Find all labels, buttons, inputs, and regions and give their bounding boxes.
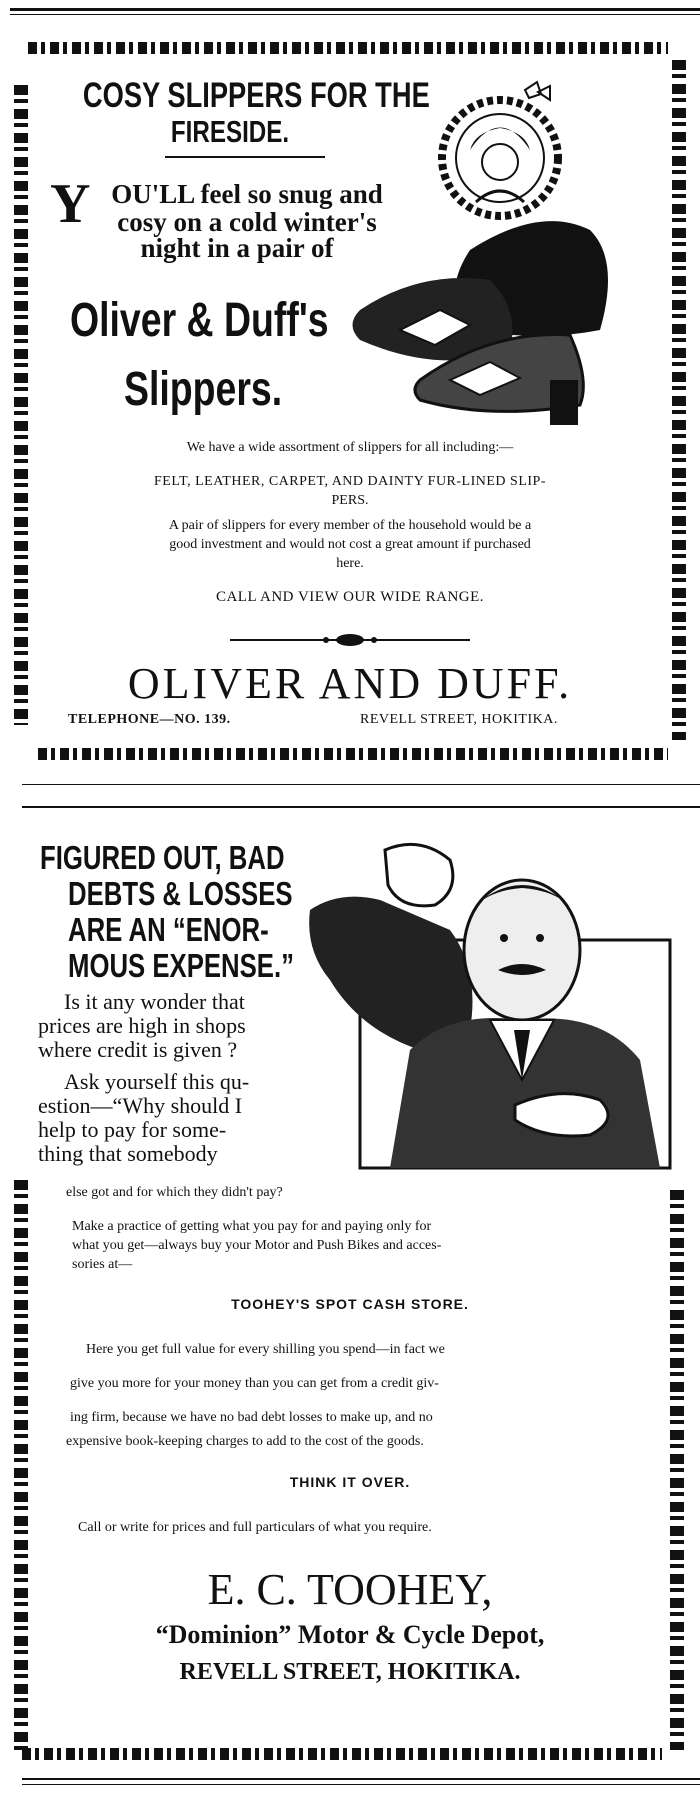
value-line3: ing firm, because we have no bad debt losses to make up, and no bbox=[70, 1410, 433, 1425]
headline-line1: FIGURED OUT, BAD bbox=[40, 839, 285, 876]
top-rule-thin bbox=[10, 14, 700, 15]
think-it-over: THINK IT OVER. bbox=[289, 1474, 411, 1490]
headline-line4: MOUS EXPENSE.” bbox=[68, 947, 294, 984]
border-right bbox=[670, 1190, 684, 1750]
headline-line2: FIRESIDE. bbox=[170, 114, 290, 149]
wreath-portrait-icon bbox=[442, 82, 558, 216]
brand-product: Slippers. bbox=[124, 363, 283, 416]
headline-line2: DEBTS & LOSSES bbox=[68, 875, 293, 912]
intro-line1: OU'LL feel so snug and bbox=[111, 179, 383, 209]
ask-line3: help to pay for some- bbox=[38, 1117, 227, 1142]
border-bottom bbox=[22, 1748, 662, 1760]
body-household-line1: A pair of slippers for every member of the household would be a bbox=[168, 518, 532, 533]
headline-ornament bbox=[165, 156, 325, 158]
practice-line2: what you get—always buy your Motor and Push Bikes and acces- bbox=[72, 1238, 442, 1253]
store-name: TOOHEY'S SPOT CASH STORE. bbox=[231, 1296, 469, 1312]
company-name: OLIVER AND DUFF. bbox=[127, 659, 573, 708]
man-illustration bbox=[300, 830, 685, 1180]
border-right bbox=[672, 60, 686, 740]
intro-line2: cosy on a cold winter's bbox=[117, 207, 377, 237]
value-line1: Here you get full value for every shilling you spend—in fact we bbox=[86, 1342, 445, 1357]
border-top bbox=[28, 42, 668, 54]
ask-line4: thing that somebody bbox=[38, 1141, 218, 1166]
intro-dropcap: Y bbox=[50, 173, 91, 235]
question-line2: prices are high in shops bbox=[38, 1013, 246, 1038]
man-portrait-icon bbox=[309, 844, 660, 1168]
brand-name: Oliver & Duff's bbox=[70, 294, 329, 347]
question-line1: Is it any wonder that bbox=[64, 989, 245, 1014]
call-or-write: Call or write for prices and full particulars of what you require. bbox=[78, 1520, 432, 1535]
practice-line3: sories at— bbox=[72, 1257, 133, 1272]
body-types-line1: FELT, LEATHER, CARPET, AND DAINTY FUR-LINED SLIP- bbox=[154, 474, 546, 489]
ask-line2: estion—“Why should I bbox=[38, 1093, 243, 1118]
top-rule bbox=[10, 8, 700, 11]
question-line3: where credit is given ? bbox=[38, 1037, 238, 1062]
headline-line3: ARE AN “ENOR- bbox=[68, 911, 269, 948]
bottom-rule-thin bbox=[22, 1784, 700, 1785]
border-bottom bbox=[38, 748, 668, 760]
telephone: TELEPHONE—NO. 139. bbox=[68, 712, 231, 727]
divider-ornament bbox=[230, 633, 470, 647]
border-left bbox=[14, 1180, 28, 1750]
street-address: REVELL STREET, HOKITIKA. bbox=[179, 1659, 521, 1685]
border-left bbox=[14, 85, 28, 725]
body-household-line2: good investment and would not cost a great amount if purchased bbox=[169, 537, 531, 552]
intro-line3: night in a pair of bbox=[140, 233, 334, 263]
body-assortment: We have a wide assortment of slippers for all including:— bbox=[186, 440, 514, 455]
headline-line1: COSY SLIPPERS FOR THE bbox=[82, 76, 430, 115]
else-line: else got and for which they didn't pay? bbox=[66, 1185, 283, 1200]
address: REVELL STREET, HOKITIKA. bbox=[360, 712, 558, 727]
value-line4: expensive book-keeping charges to add to the cost of the goods. bbox=[66, 1434, 424, 1449]
value-line2: give you more for your money than you can get from a credit giv- bbox=[70, 1376, 439, 1391]
slipper-icon bbox=[353, 221, 609, 425]
proprietor-name: E. C. TOOHEY, bbox=[207, 1565, 493, 1614]
ask-line1: Ask yourself this qu- bbox=[64, 1069, 250, 1094]
slippers-illustration bbox=[340, 80, 670, 430]
separator-rule bbox=[22, 784, 700, 785]
body-household-line3: here. bbox=[336, 556, 364, 571]
practice-line1: Make a practice of getting what you pay for and paying only for bbox=[72, 1219, 432, 1234]
bottom-rule bbox=[22, 1778, 700, 1780]
illustration-number: 288 bbox=[368, 1152, 385, 1163]
call-and-view: CALL AND VIEW OUR WIDE RANGE. bbox=[215, 589, 485, 605]
separator-rule-2 bbox=[22, 806, 700, 808]
depot-name: “Dominion” Motor & Cycle Depot, bbox=[155, 1620, 545, 1649]
body-types-line2: PERS. bbox=[331, 493, 369, 508]
